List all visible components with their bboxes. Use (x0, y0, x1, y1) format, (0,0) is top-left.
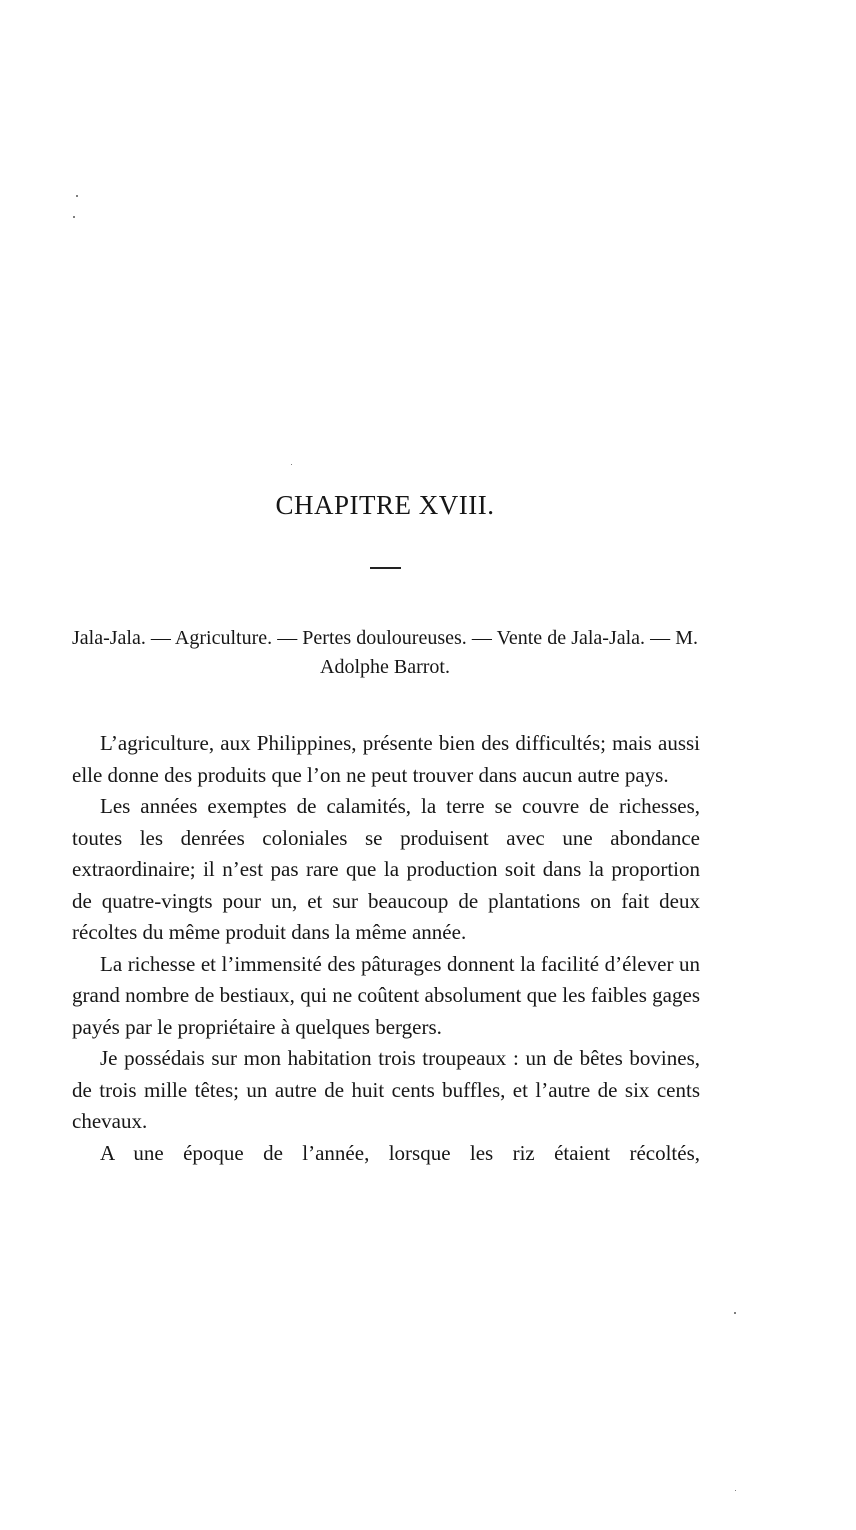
page-speck (76, 195, 78, 197)
paragraph: Les années exemptes de calamités, la terre se couvre de richesses, toutes les denrées coloniales se produisent avec une abondance extraordinaire; il n’est pas rare que la production soit dans la proportion de quatre-vingts pour un, et sur beaucoup de plantations on fait deux récoltes du même produit dans la même année. (72, 794, 700, 944)
paragraph: Je possédais sur mon habitation trois troupeaux : un de bêtes bovines, de trois mille têtes; un autre de huit cents buffles, et l’autre de six cents chevaux. (72, 1046, 700, 1133)
paragraph: L’agriculture, aux Philippines, présente bien des difficultés; mais aussi elle donne des produits que l’on ne peut trouver dans aucun autre pays. (72, 731, 700, 787)
paragraph: La richesse et l’immensité des pâturages donnent la facilité d’élever un grand nombre de bestiaux, qui ne coûtent absolument que les faibles gages payés par le propriétaire à quelques bergers. (72, 951, 700, 1039)
body-text (72, 728, 700, 1169)
chapter-summary: Jala-Jala. — Agriculture. — Pertes douloureuses. — Vente de Jala-Jala. — M. Adolphe Barrot. (72, 627, 698, 678)
title-rule (370, 567, 401, 569)
page-speck (735, 1490, 736, 1491)
page-speck (734, 1312, 736, 1314)
page-speck (291, 464, 292, 465)
page-speck (73, 216, 75, 218)
chapter-title: CHAPITRE XVIII. (275, 490, 495, 520)
paragraph: A une époque de l’année, lorsque les riz étaient récoltés, (100, 1140, 700, 1165)
